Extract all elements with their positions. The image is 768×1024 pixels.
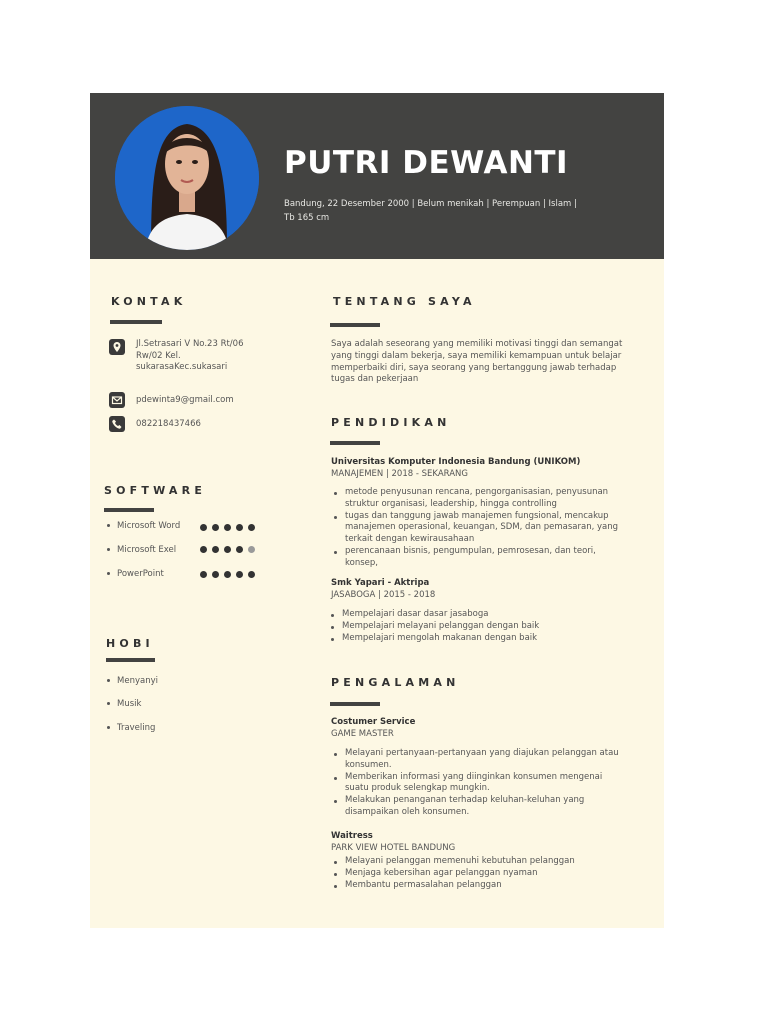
list-item: Melayani pertanyaan-pertanyaan yang diajukan pelanggan atau konsumen. [331,748,621,772]
list-item: Menjaga kebersihan agar pelanggan nyaman [331,868,621,880]
list-item: metode penyusunan rencana, pengorganisasian, penyusunan struktur organisasi, leadership, hingga controlling [331,487,621,511]
education-bullets [328,609,618,644]
profile-photo [115,106,259,250]
education-school: Universitas Komputer Indonesia Bandung (UNIKOM) [331,457,581,467]
phone-icon [109,416,125,432]
contact-email: pdewinta9@gmail.com [136,395,234,405]
pengalaman-divider [330,702,380,706]
software-divider [104,508,154,512]
education-detail: JASABOGA | 2015 - 2018 [331,590,436,600]
software-heading: SOFTWARE [104,484,207,497]
pendidikan-divider [330,441,380,445]
list-item: Membantu permasalahan pelanggan [331,880,621,892]
list-item: Melakukan penanganan terhadap keluhan-keluhan yang disampaikan oleh konsumen. [331,795,621,819]
kontak-heading: KONTAK [111,295,187,308]
tentang-divider [330,323,380,327]
software-item: PowerPoint [107,569,164,579]
experience-role: Waitress [331,831,373,841]
tentang-heading: TENTANG SAYA [333,295,476,308]
list-item: Memberikan informasi yang diinginkan konsumen mengenai suatu produk selengkap mungkin. [331,772,621,796]
software-item: Microsoft Word [107,521,180,531]
software-rating [200,571,255,578]
experience-bullets [331,748,621,819]
hobi-divider [106,658,155,662]
contact-phone: 082218437466 [136,419,201,429]
education-detail: MANAJEMEN | 2018 - SEKARANG [331,469,468,479]
resume-header [90,93,664,259]
experience-role: Costumer Service [331,717,416,727]
location-icon [109,339,125,355]
mail-icon [109,392,125,408]
experience-bullets [331,856,621,891]
personal-info: Bandung, 22 Desember 2000 | Belum menikah | Perempuan | Islam | Tb 165 cm [284,199,577,223]
experience-company: GAME MASTER [331,729,394,739]
hobby-item: Musik [107,699,141,709]
kontak-divider [110,320,162,324]
education-bullets [331,487,621,570]
about-text: Saya adalah seseorang yang memiliki motivasi tinggi dan semangat yang tinggi dalam bekerja, saya memiliki kemampuan untuk belajar memperbaiki diri, saya seorang yang bertanggung jawab terhadap tugas dan pekerjaan [331,339,623,385]
list-item: Melayani pelanggan memenuhi kebutuhan pelanggan [331,856,621,868]
resume-page [90,93,664,928]
pengalaman-heading: PENGALAMAN [331,676,460,689]
software-rating [200,546,255,553]
software-item: Microsoft Exel [107,545,176,555]
contact-address: Jl.Setrasari V No.23 Rt/06 Rw/02 Kel. sukarasaKec.sukasari [136,339,244,372]
list-item: perencanaan bisnis, pengumpulan, pemrosesan, dan teori, konsep, [331,546,621,570]
hobi-heading: HOBI [106,637,154,650]
list-item: Mempelajari melayani pelanggan dengan baik [328,621,618,633]
experience-company: PARK VIEW HOTEL BANDUNG [331,843,456,853]
list-item: tugas dan tanggung jawab manajemen fungsional, mencakup manajemen operasional, keuangan, SDM, dan pemasaran, yang terkait dengan kewirausahaan [331,511,621,546]
hobby-item: Menyanyi [107,676,158,686]
hobby-item: Traveling [107,723,155,733]
list-item: Mempelajari dasar dasar jasaboga [328,609,618,621]
list-item: Mempelajari mengolah makanan dengan baik [328,633,618,645]
pendidikan-heading: PENDIDIKAN [331,416,451,429]
person-name: PUTRI DEWANTI [284,145,569,181]
software-rating [200,524,255,531]
education-school: Smk Yapari - Aktripa [331,578,430,588]
